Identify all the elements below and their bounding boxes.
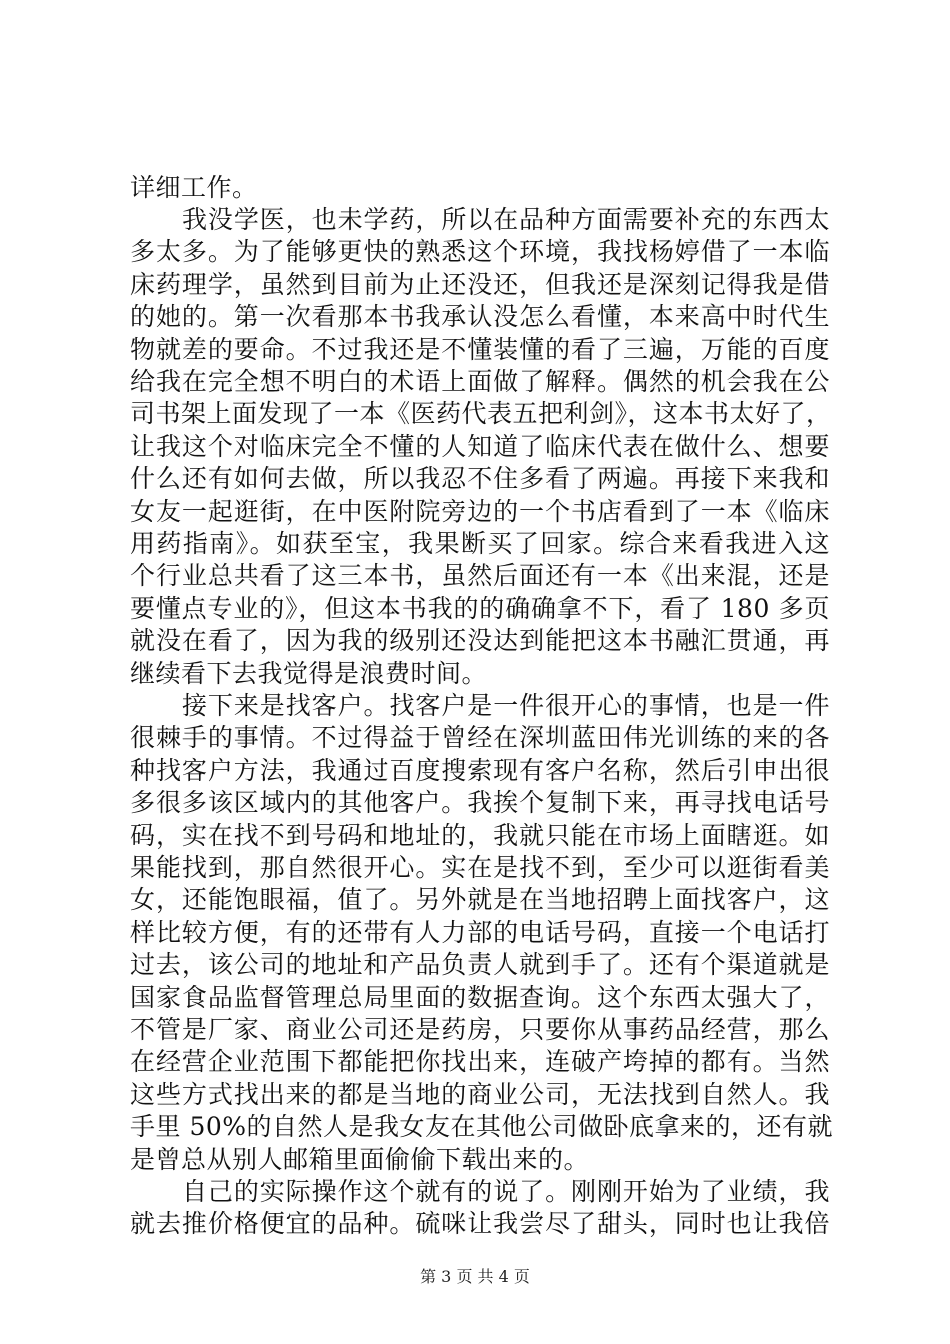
text-line: 码，实在找不到号码和地址的，我就只能在市场上面瞎逛。如 [130,821,830,850]
text-line: 多太多。为了能够更快的熟悉这个环境，我找杨婷借了一本临 [130,237,830,266]
text-line: 要懂点专业的》，但这本书我的的确确拿不下，看了 180 多页 [130,594,830,623]
paragraph-first-line: 我没学医，也未学药，所以在品种方面需要补充的东西太 [182,205,830,234]
text-line: 给我在完全想不明白的术语上面做了解释。偶然的机会我在公 [130,367,830,396]
text-line: 继续看下去我觉得是浪费时间。 [130,659,488,688]
text-line: 女友一起逛街，在中医附院旁边的一个书店看到了一本《临床 [130,497,830,526]
text-line: 让我这个对临床完全不懂的人知道了临床代表在做什么、想要 [130,432,830,461]
text-line: 详细工作。 [130,173,258,202]
text-line: 司书架上面发现了一本《医药代表五把利剑》，这本书太好了， [130,399,832,428]
text-line: 什么还有如何去做，所以我忍不住多看了两遍。再接下来我和 [130,464,830,493]
text-line: 多很多该区域内的其他客户。我挨个复制下来，再寻找电话号 [130,788,830,817]
text-line: 女，还能饱眼福，值了。另外就是在当地招聘上面找客户，这 [130,885,830,914]
text-line: 的她的。第一次看那本书我承认没怎么看懂，本来高中时代生 [130,302,830,331]
text-line: 在经营企业范围下都能把你找出来，连破产垮掉的都有。当然 [130,1047,830,1076]
text-line: 就去推价格便宜的品种。硫咪让我尝尽了甜头，同时也让我倍 [130,1209,830,1238]
text-line: 个行业总共看了这三本书，虽然后面还有一本《出来混，还是 [130,561,830,590]
text-line: 很棘手的事情。不过得益于曾经在深圳蓝田伟光训练的来的各 [130,723,830,752]
text-line: 果能找到，那自然很开心。实在是找不到，至少可以逛街看美 [130,853,830,882]
text-line: 物就差的要命。不过我还是不懂装懂的看了三遍，万能的百度 [130,335,830,364]
paragraph-first-line: 接下来是找客户。找客户是一件很开心的事情，也是一件 [182,691,830,720]
text-line: 这些方式找出来的都是当地的商业公司，无法找到自然人。我 [130,1080,830,1109]
text-line: 床药理学，虽然到目前为止还没还，但我还是深刻记得我是借 [130,270,830,299]
text-line: 国家食品监督管理总局里面的数据查询。这个东西太强大了， [130,983,830,1012]
text-line: 过去，该公司的地址和产品负责人就到手了。还有个渠道就是 [130,950,830,979]
text-line: 是曾总从别人邮箱里面偷偷下载出来的。 [130,1145,590,1174]
text-line: 就没在看了，因为我的级别还没达到能把这本书融汇贯通，再 [130,626,830,655]
text-line: 手里 50%的自然人是我女友在其他公司做卧底拿来的，还有就 [130,1112,834,1141]
text-line: 种找客户方法，我通过百度搜索现有客户名称，然后引申出很 [130,756,830,785]
text-line: 样比较方便，有的还带有人力部的电话号码，直接一个电话打 [130,918,830,947]
text-line: 不管是厂家、商业公司还是药房，只要你从事药品经营，那么 [130,1015,830,1044]
text-line: 用药指南》。如获至宝，我果断买了回家。综合来看我进入这 [130,529,830,558]
paragraph-first-line: 自己的实际操作这个就有的说了。刚刚开始为了业绩，我 [182,1177,830,1206]
page-number-footer: 第 3 页 共 4 页 [420,1267,530,1286]
